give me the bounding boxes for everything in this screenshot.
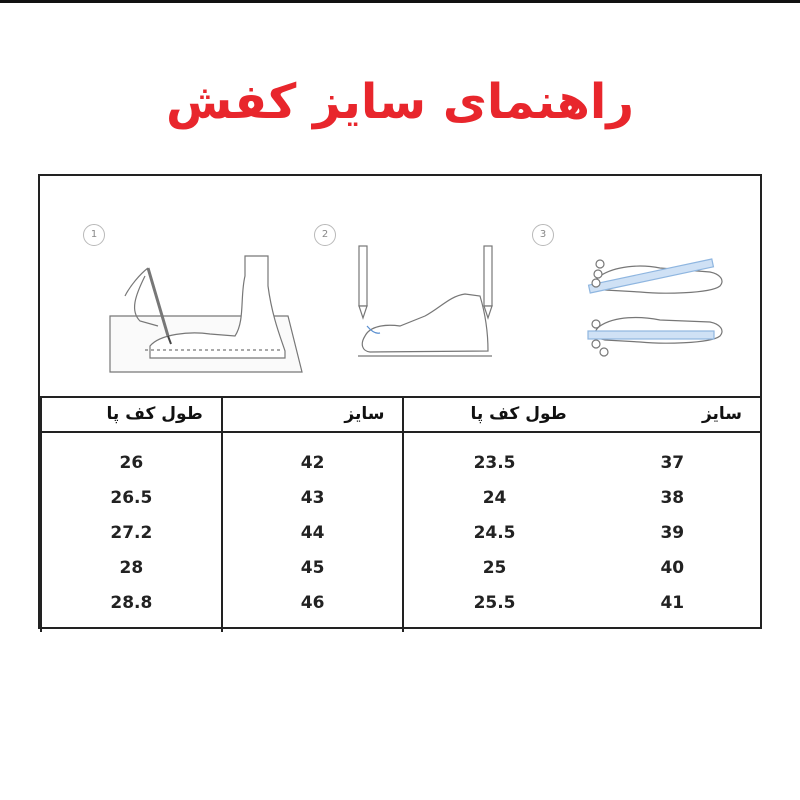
measurement-illustration [40, 176, 760, 398]
size-chart-frame [38, 174, 762, 629]
length-cell: 24.5 [403, 515, 584, 550]
foot-outline-pencils-icon [358, 246, 492, 356]
size-cell: 40 [660, 557, 685, 578]
size-cell: 37 [660, 452, 685, 473]
header-size-2: سایز [222, 396, 404, 432]
table-row [41, 585, 760, 620]
length-cell: 26.5 [41, 480, 222, 515]
step-number-3: 3 [532, 224, 554, 246]
table-row [41, 550, 760, 585]
length-cell: 28 [41, 550, 222, 585]
shoe-size-table [40, 396, 760, 632]
header-foot-length-1: طول کف پا [403, 396, 584, 432]
size-cell: 46 [222, 585, 404, 620]
step-number-2: 2 [314, 224, 336, 246]
header-foot-length-2: طول کف پا [41, 396, 222, 432]
size-cell: 42 [222, 445, 404, 480]
top-border [0, 0, 800, 3]
size-cell: 38 [660, 487, 685, 508]
page-title: راهنمای سایز کفش [166, 74, 634, 130]
foot-length-ruler-icon [588, 259, 722, 356]
size-cell: 39 [660, 522, 685, 543]
size-cell: 41 [660, 592, 685, 613]
foot-tracing-pencil-icon [110, 256, 302, 372]
length-cell: 23.5 [403, 445, 584, 480]
table-header-row [41, 396, 760, 432]
step-number-1: 1 [83, 224, 105, 246]
measurement-steps-graphic [40, 176, 760, 396]
size-cell: 44 [222, 515, 404, 550]
table-row [41, 445, 760, 480]
length-cell: 24 [403, 480, 584, 515]
table-row [41, 480, 760, 515]
length-cell: 25 [403, 550, 584, 585]
table-row [41, 515, 760, 550]
size-cell: 43 [222, 480, 404, 515]
header-size-1: سایز [585, 396, 760, 432]
length-cell: 27.2 [41, 515, 222, 550]
length-cell: 25.5 [403, 585, 584, 620]
size-cell: 45 [222, 550, 404, 585]
length-cell: 28.8 [41, 585, 222, 620]
length-cell: 26 [41, 445, 222, 480]
